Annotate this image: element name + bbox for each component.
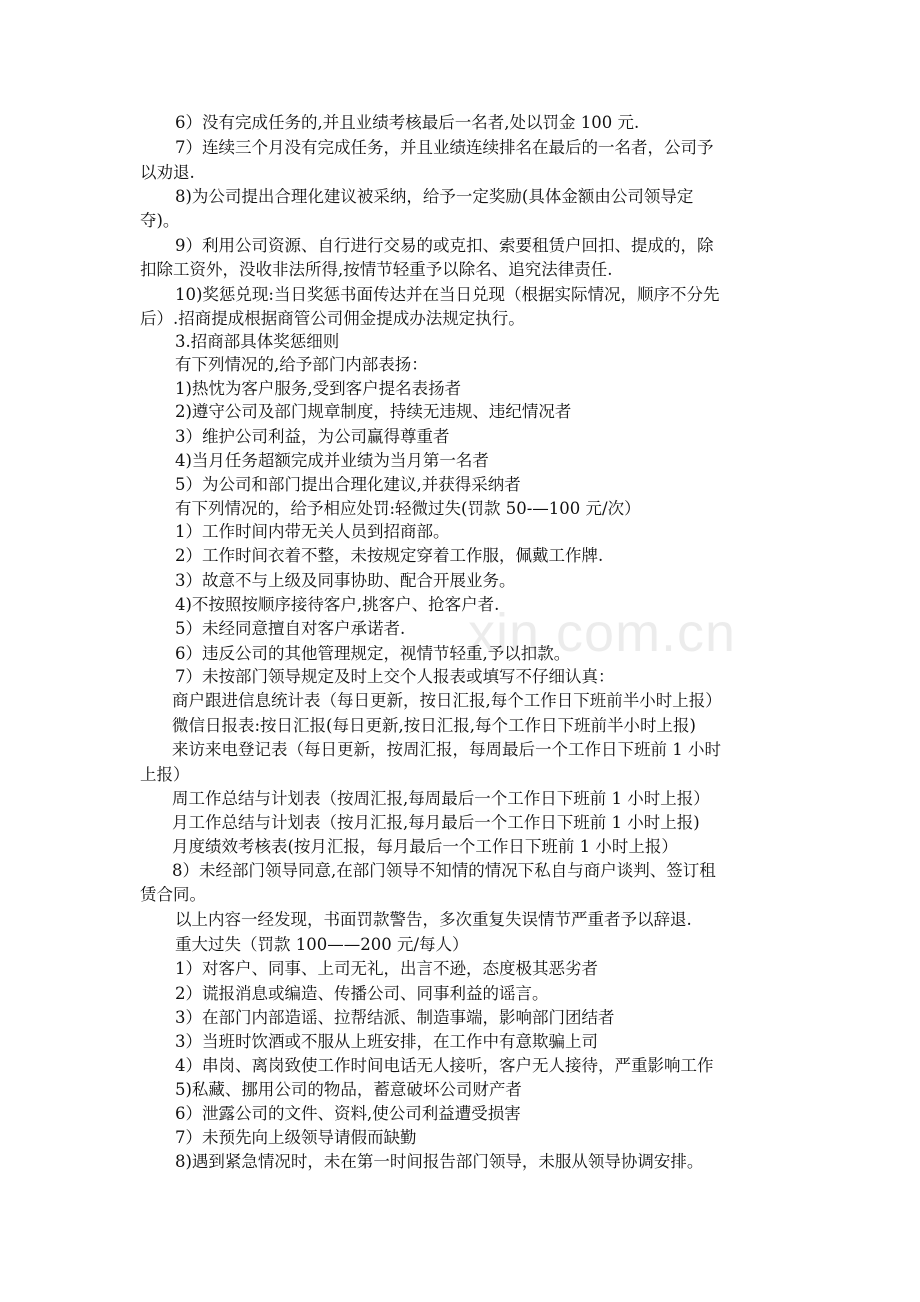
text-line: 10)奖惩兑现:当日奖惩书面传达并在当日兑现（根据实际情况，顺序不分先 [175,285,720,304]
text-line: 8)为公司提出合理化建议被采纳，给予一定奖励(具体金额由公司领导定 [175,187,694,206]
list-item: 2）工作时间衣着不整，未按规定穿着工作服，佩戴工作牌. [175,546,604,565]
text-line: 以上内容一经发现，书面罚款警告，多次重复失误情节严重者予以辞退. [175,910,692,929]
text-line: 月工作总结与计划表（按月汇报,每月最后一个工作日下班前 1 小时上报) [172,813,700,832]
list-item: 6）违反公司的其他管理规定，视情节轻重,予以扣款。 [175,644,571,663]
list-item: 7）未预先向上级领导请假而缺勤 [175,1128,417,1147]
list-item: 4)不按照按顺序接待客户,挑客户、抢客户者. [175,595,500,614]
list-item: 3）故意不与上级及同事协助、配合开展业务。 [175,571,516,590]
text-line: 6）没有完成任务的,并且业绩考核最后一名者,处以罚金 100 元. [175,113,640,132]
text-line: 扣除工资外，没收非法所得,按情节轻重予以除名、追究法律责任. [140,260,613,279]
list-item: 5）未经同意擅自对客户承诺者. [175,619,406,638]
list-item: 7）未按部门领导规定及时上交个人报表或填写不仔细认真： [175,667,615,686]
list-item: 4)当月任务超额完成并业绩为当月第一名者 [175,451,489,470]
text-line: 月度绩效考核表(按月汇报，每月最后一个工作日下班前 1 小时上报） [172,837,678,856]
list-item: 4）串岗、离岗致使工作时间电话无人接听，客户无人接待，严重影响工作 [175,1056,714,1075]
list-item: 1）工作时间内带无关人员到招商部。 [175,522,450,541]
text-line: 后）.招商提成根据商管公司佣金提成办法规定执行。 [140,309,525,328]
watermark: xin.com.cn [468,603,737,663]
text-line: 商户跟进信息统计表（每日更新，按日汇报,每个工作日下班前半小时上报） [172,691,722,710]
text-line: 赁合同。 [140,885,206,904]
text-line: 周工作总结与计划表（按周汇报,每周最后一个工作日下班前 1 小时上报） [172,789,710,808]
text-line: 以劝退. [140,163,195,182]
list-item: 1)热忱为客户服务,受到客户提名表扬者 [175,379,462,398]
list-item: 3）当班时饮酒或不服从上班安排，在工作中有意欺骗上司 [175,1032,598,1051]
text-line: 夺)。 [140,211,180,230]
list-item: 2)遵守公司及部门规章制度，持续无违规、违纪情况者 [175,402,572,421]
list-item: 1）对客户、同事、上司无礼，出言不逊，态度极其恶劣者 [175,959,598,978]
list-item: 5）为公司和部门提出合理化建议,并获得采纳者 [175,475,521,494]
list-item: 8)遇到紧急情况时，未在第一时间报告部门领导，未服从领导协调安排。 [175,1152,704,1171]
text-line: 9）利用公司资源、自行进行交易的或克扣、索要租赁户回扣、提成的，除 [175,236,714,255]
list-item: 2）谎报消息或编造、传播公司、同事利益的谣言。 [175,984,549,1003]
text-line: 微信日报表:按日汇报(每日更新,按日汇报,每个工作日下班前半小时上报) [172,716,696,735]
text-line: 有下列情况的，给予相应处罚:轻微过失(罚款 50-—100 元/次） [175,499,641,518]
text-line: 有下列情况的,给予部门内部表扬： [175,355,428,374]
section-heading: 3.招商部具体奖惩细则 [175,332,340,351]
list-item: 8）未经部门领导同意,在部门领导不知情的情况下私自与商户谈判、签订租 [172,861,716,880]
list-item: 5)私藏、挪用公司的物品，蓄意破坏公司财产者 [175,1080,522,1099]
text-line: 重大过失（罚款 100——200 元/每人） [175,935,469,954]
text-line: 上报） [140,765,190,784]
text-line: 7）连续三个月没有完成任务，并且业绩连续排名在最后的一名者，公司予 [175,138,714,157]
list-item: 6）泄露公司的文件、资料,使公司利益遭受损害 [175,1104,521,1123]
list-item: 3）在部门内部造谣、拉帮结派、制造事端，影响部门团结者 [175,1008,615,1027]
list-item: 3）维护公司利益，为公司赢得尊重者 [175,427,450,446]
text-line: 来访来电登记表（每日更新，按周汇报，每周最后一个工作日下班前 1 小时 [172,740,721,759]
